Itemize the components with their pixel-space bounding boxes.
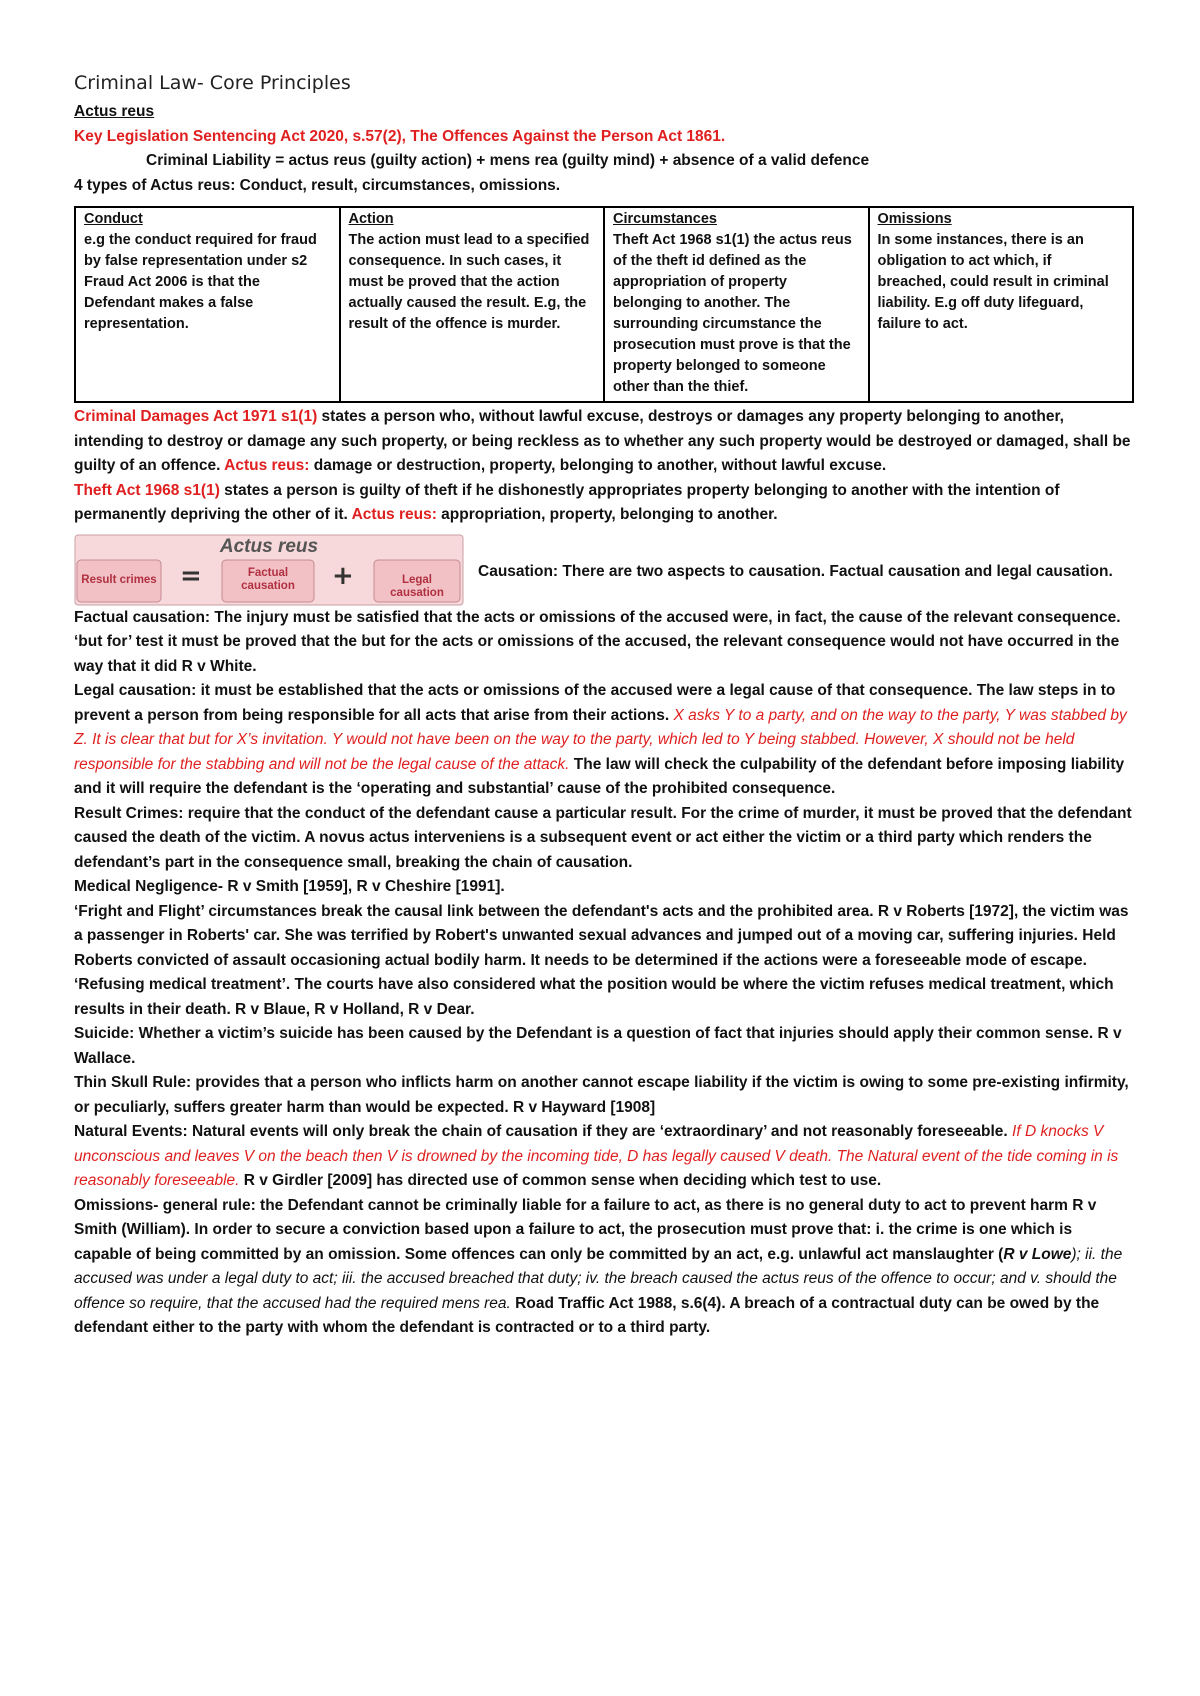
table-cell (869, 207, 1134, 402)
omissions-paragraph (74, 1194, 1134, 1341)
act-name: Criminal Damages Act 1971 s1(1) (74, 408, 318, 425)
cell-body: Theft Act 1968 s1(1) the actus reus of the theft id defined as the appropriation of property belonging to another. The surrounding circumstance the prosecution must prove is that the property belonged to someone other than the thief. (613, 232, 852, 395)
thin-skull-paragraph: Thin Skull Rule: provides that a person who inflicts harm on another cannot escape liability if the victim is owing to some pre-existing infirmity, or peculiarly, suffers greater harm than would be expected. R v Hayward [1908] (74, 1074, 1129, 1116)
cell-heading: Circumstances (613, 211, 717, 227)
causation-intro: Causation: There are two aspects to causation. Factual causation and legal causation. (478, 562, 1113, 580)
actus-reus-label: Actus reus: (351, 506, 437, 523)
types-intro: 4 types of Actus reus: Conduct, result, circumstances, omissions. (74, 176, 561, 194)
theft-paragraph (74, 479, 1134, 528)
section-heading: Actus reus (74, 103, 155, 120)
fright-flight-paragraph: ‘Fright and Flight’ circumstances break the causal link between the defendant's acts and the prohibited area. R v Roberts [1972], the victim was a passenger in Roberts' car. She was terrified by Robert's unwanted sexual advances and jumped out of a moving car, suffering injuries. Held Roberts convicted of assault occasioning actual bodily harm. It needs to be determined if the actions were a foreseeable mode of escape. (74, 902, 1129, 969)
paragraph-text: appropriation, property, belonging to another. (436, 506, 778, 523)
page-title: Criminal Law- Core Principles (74, 72, 351, 94)
actus-reus-types-table (74, 206, 1134, 403)
diagram-title: Actus reus (219, 535, 319, 557)
table-cell (75, 207, 340, 402)
cell-heading: Omissions (877, 211, 952, 227)
cell-heading: Conduct (84, 211, 143, 227)
paragraph-text: Omissions- general rule: the Defendant cannot be criminally liable for a failure to act, as there is no general duty to act to prevent harm R v Smith (William). In order to secure a conviction based upon a failure to act, the prosecution must prove that: (74, 1196, 1097, 1238)
liability-formula: Criminal Liability = actus reus (guilty action) + mens rea (guilty mind) + absence of a valid defence (146, 152, 870, 169)
natural-events-paragraph (74, 1120, 1134, 1194)
document-body (74, 100, 1134, 1341)
act-name: Theft Act 1968 s1(1) (74, 481, 220, 499)
factual-causation-paragraph: Factual causation: The injury must be satisfied that the acts or omissions of the accused were, in fact, the cause of the relevant consequence. ‘but for’ test it must be proved that the but for the acts or omissions of the accused, the relevant consequence would not have occurred in the way that it did R v White. (74, 608, 1121, 675)
actus-reus-diagram (74, 534, 464, 606)
cell-body: In some instances, there is an obligation to act which, if breached, could result in criminal liability. E.g off duty lifeguard, failure to act. (877, 232, 1109, 332)
criminal-damage-paragraph (74, 405, 1134, 479)
table-row (75, 207, 1133, 402)
table-cell (340, 207, 605, 402)
omissions-list: ); ii. the accused was under a legal duty to act; iii. the accused breached that duty; iv. the breach caused the actus reus of the offence to occur; and v. should the offence so require, that the accused had the required mens rea. (74, 1245, 1123, 1312)
suicide-paragraph: Suicide: Whether a victim’s suicide has been caused by the Defendant is a question of fact that injuries should apply their common sense. R v Wallace. (74, 1025, 1122, 1067)
causation-row (74, 534, 1134, 606)
result-crimes-paragraph: Result Crimes: require that the conduct of the defendant cause a particular result. For the crime of murder, it must be proved that the defendant caused the death of the victim. A novus actus interveniens is a subsequent event or act either the victim or a third party which renders the defendant’s part in the consequence small, breaking the chain of causation. (74, 804, 1132, 871)
legal-causation-label: Legal causation (390, 573, 444, 599)
paragraph-text: damage or destruction, property, belonging to another, without lawful excuse. (309, 457, 887, 474)
factual-causation-label: Factual causation (241, 566, 295, 592)
paragraph-text: Road Traffic Act 1988, s.6(4). A breach of a contractual duty can be owed by the defendant either to the party with whom the defendant is contracted or to a third party. (74, 1294, 1100, 1336)
actus-reus-label: Actus reus: (224, 457, 310, 474)
paragraph-text: R v Girdler [2009] has directed use of common sense when deciding which test to use. (239, 1172, 882, 1189)
result-crimes-label: Result crimes (81, 573, 157, 586)
key-legislation: Key Legislation Sentencing Act 2020, s.57(2), The Offences Against the Person Act 1861. (74, 127, 726, 145)
case-name: R v Lowe (1003, 1245, 1072, 1263)
equals-icon: = (180, 560, 202, 591)
paragraph-text: The law will check the culpability of the defendant before imposing liability and it will require the defendant is the ‘operating and substantial’ cause of the prohibited consequence. (74, 755, 1125, 797)
paragraph-text: Natural Events: Natural events will only break the chain of causation if they are ‘extraordinary’ and not reasonably foreseeable. (74, 1123, 1013, 1140)
example-text: X asks Y to a party, and on the way to the party, Y was stabbed by Z. It is clear that but for X’s invitation. Y would not have been on the way to the party, which led to Y being stabbed. However, X should not be held responsible for the stabbing and will not be the legal cause of the attack. (74, 706, 1127, 773)
table-cell (604, 207, 869, 402)
legal-causation-paragraph (74, 679, 1134, 802)
paragraph-text: states a person is guilty of theft if he dishonestly appropriates property belonging to another with the intention of permanently depriving the other of it. (74, 481, 1060, 523)
cell-body: The action must lead to a specified consequence. In such cases, it must be proved that the action actually caused the result. E.g, the result of the offence is murder. (348, 232, 590, 332)
document-page (74, 72, 1134, 1341)
paragraph-text: states a person who, without lawful excuse, destroys or damages any property belonging to another, intending to destroy or damage any such property, or being reckless as to whether any such property would be destroyed or damaged, shall be guilty of an offence. (74, 408, 1131, 474)
paragraph-text: Legal causation: it must be established that the acts or omissions of the accused were a legal cause of that consequence. The law steps in to prevent a person from being responsible for all acts that arise from their actions. (74, 682, 1116, 724)
example-text: If D knocks V unconscious and leaves V on the beach then V is drowned by the incoming tide, D has legally caused V death. The Natural event of the tide coming in is reasonably foreseeable. (74, 1123, 1119, 1189)
paragraph-text: i. the crime is one which is capable of being committed by an omission. Some offences can only be committed by an act, e.g. unlawful act manslaughter ( (74, 1221, 1073, 1263)
cell-body: e.g the conduct required for fraud by false representation under s2 Fraud Act 2006 is that the Defendant makes a false representation. (84, 232, 317, 332)
cell-heading: Action (348, 211, 394, 227)
medical-negligence-paragraph: Medical Negligence- R v Smith [1959], R v Cheshire [1991]. (74, 878, 505, 895)
plus-icon: + (332, 560, 354, 591)
refusing-treatment-paragraph: ‘Refusing medical treatment’. The courts have also considered what the position would be where the victim refuses medical treatment, which results in their death. R v Blaue, R v Holland, R v Dear. (74, 976, 1114, 1018)
